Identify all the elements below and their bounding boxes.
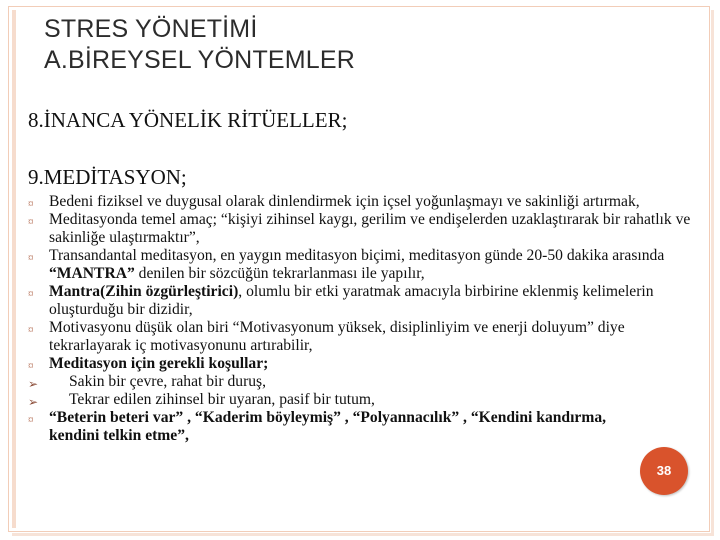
bullet-text: Sakin bir çevre, rahat bir duruş, bbox=[69, 373, 267, 390]
list-item bbox=[28, 409, 639, 445]
slide-left-bar bbox=[12, 10, 16, 528]
list-item bbox=[28, 355, 698, 373]
bullet-text-bold: Mantra(Zihin özgürleştirici) bbox=[49, 283, 239, 300]
circle-bullet-icon: ¤ bbox=[28, 324, 34, 336]
circle-bullet-icon: ¤ bbox=[28, 252, 34, 264]
circle-bullet-icon: ¤ bbox=[28, 288, 34, 300]
circle-bullet-icon: ¤ bbox=[28, 414, 34, 426]
list-item bbox=[28, 319, 698, 355]
arrow-bullet-icon: ➢ bbox=[28, 377, 39, 391]
arrow-bullet-icon: ➢ bbox=[28, 395, 39, 409]
list-item bbox=[28, 283, 698, 319]
bullet-text: Meditasyonda temel amaç; “kişiyi zihinsel kaygı, gerilim ve endişelerden uzaklaştırarak bir rahatlık ve sakinliğe ulaştırmaktır”, bbox=[49, 211, 691, 246]
page-number-badge: 38 bbox=[640, 447, 688, 495]
list-item bbox=[28, 211, 698, 247]
list-item bbox=[28, 247, 698, 283]
bullet-text-bold: “MANTRA” bbox=[49, 265, 135, 282]
circle-bullet-icon: ¤ bbox=[28, 198, 34, 210]
slide-title bbox=[44, 14, 355, 76]
circle-bullet-icon: ¤ bbox=[28, 216, 34, 228]
bullet-text: Tekrar edilen zihinsel bir uyaran, pasif bir tutum, bbox=[69, 391, 375, 408]
title-line-1: STRES YÖNETİMİ bbox=[44, 15, 258, 43]
bullet-text-bold: Meditasyon için gerekli koşullar; bbox=[49, 355, 269, 372]
bullet-text-pre: Transandantal meditasyon, en yaygın meditasyon biçimi, meditasyon günde 20-50 dakika arasında bbox=[49, 247, 665, 264]
list-item bbox=[28, 193, 698, 211]
heading-item-8: 8.İNANCA YÖNELİK RİTÜELLER; bbox=[28, 108, 348, 132]
circle-bullet-icon: ¤ bbox=[28, 360, 34, 372]
bullet-text: Bedeni fiziksel ve duygusal olarak dinlendirmek için içsel yoğunlaşmayı ve sakinliği artırmak, bbox=[49, 193, 640, 210]
bullet-list bbox=[28, 193, 698, 445]
bullet-text-bold: “Beterin beteri var” , “Kaderim böyleymiş” , “Polyannacılık” , “Kendini kandırma, kendini telkin etme”, bbox=[49, 409, 607, 444]
title-line-2: A.BİREYSEL YÖNTEMLER bbox=[44, 46, 356, 74]
bullet-text-post: denilen bir sözcüğün tekrarlanması ile yapılır, bbox=[134, 265, 425, 282]
bullet-text-post: , olumlu bir etki yaratmak amacıyla birbirine eklenmiş kelimelerin oluşturduğu bir dizidir, bbox=[49, 283, 654, 318]
list-item bbox=[28, 373, 698, 391]
list-item bbox=[28, 391, 698, 409]
heading-item-9: 9.MEDİTASYON; bbox=[28, 165, 187, 189]
bullet-text: Motivasyonu düşük olan biri “Motivasyonum yüksek, disiplinliyim ve enerji doluyum” diye tekrarlayarak iç motivasyonunu artırabilir, bbox=[49, 319, 625, 354]
